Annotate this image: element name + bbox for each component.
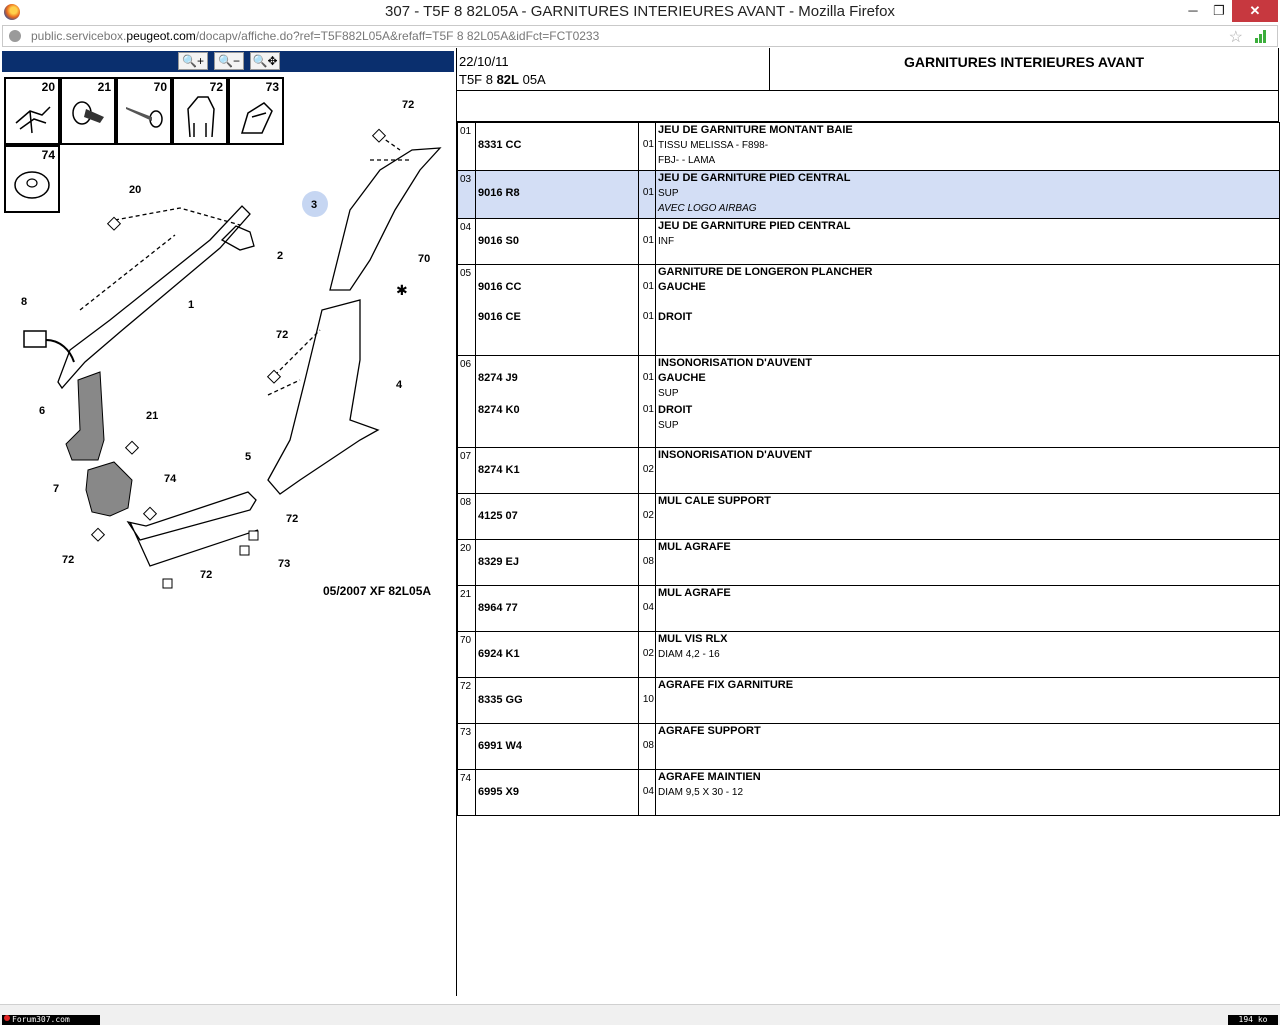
part-number-cell: [476, 678, 639, 724]
part-quantity: 10: [642, 694, 654, 705]
part-name: JEU DE GARNITURE PIED CENTRAL: [658, 172, 851, 184]
part-number-cell: [476, 586, 639, 632]
part-number: 8329 EJ: [478, 556, 519, 568]
close-button[interactable]: ✕: [1232, 0, 1278, 22]
zoom-in-button[interactable]: 🔍+: [178, 52, 208, 70]
callout-label: 6: [39, 405, 46, 417]
row-ref: 08: [458, 494, 476, 540]
part-7-shape[interactable]: [86, 462, 132, 516]
variant-label: DROIT: [658, 311, 693, 323]
row-ref: 73: [458, 724, 476, 770]
part-number: 6991 W4: [478, 740, 523, 752]
clip-thumbnail[interactable]: 73: [228, 77, 284, 145]
part-number: 9016 CC: [478, 281, 522, 293]
description-cell: [656, 494, 1280, 540]
clip-thumbnail[interactable]: 74: [4, 145, 60, 213]
clip-thumbnail[interactable]: 21: [60, 77, 116, 145]
zoom-out-button[interactable]: 🔍−: [214, 52, 244, 70]
part-name: INSONORISATION D'AUVENT: [658, 357, 812, 369]
quantity-cell: [639, 265, 656, 356]
part-detail: AVEC LOGO AIRBAG: [658, 203, 757, 214]
part-number: 8274 K1: [478, 464, 520, 476]
part-quantity: 01: [642, 372, 654, 383]
callout-label: 72: [62, 554, 75, 566]
part-number-cell: [476, 632, 639, 678]
row-ref: 20: [458, 540, 476, 586]
variant-label: GAUCHE: [658, 372, 706, 384]
part-name: INSONORISATION D'AUVENT: [658, 449, 812, 461]
row-ref: 70: [458, 632, 476, 678]
quantity-cell: [639, 494, 656, 540]
part-number: 8331 CC: [478, 139, 522, 151]
description-cell: [656, 448, 1280, 494]
variant-detail: SUP: [658, 388, 679, 399]
group-title: GARNITURES INTERIEURES AVANT: [903, 54, 1145, 70]
globe-icon: [9, 30, 21, 42]
part-quantity: 02: [642, 510, 654, 521]
table-row[interactable]: [458, 540, 1280, 586]
part-name: AGRAFE FIX GARNITURE: [658, 679, 794, 691]
catalog-code: T5F 8 82L 05A: [459, 72, 546, 87]
part-quantity: 02: [642, 464, 654, 475]
bookmark-star-icon[interactable]: ☆: [1228, 29, 1243, 46]
callout-label: 5: [245, 451, 252, 463]
description-cell: [656, 123, 1280, 171]
url-text[interactable]: public.servicebox.peugeot.com/docapv/affiche.do?ref=T5F882L05A&refaff=T5F 8 82L05A&idFct=FCT0233: [31, 29, 600, 43]
part-name: JEU DE GARNITURE PIED CENTRAL: [658, 220, 851, 232]
row-ref: 74: [458, 770, 476, 816]
description-cell: [656, 586, 1280, 632]
part-name: MUL VIS RLX: [658, 633, 728, 645]
row-ref: 05: [458, 265, 476, 356]
row-ref: 03: [458, 171, 476, 219]
quantity-cell: [639, 448, 656, 494]
row-ref: 72: [458, 678, 476, 724]
callout-label[interactable]: 3: [311, 199, 318, 211]
description-cell: [656, 171, 1280, 219]
part-1-shape[interactable]: [58, 206, 250, 388]
pan-button[interactable]: 🔍✥: [250, 52, 280, 70]
part-5-shape[interactable]: [128, 492, 258, 566]
callout-label: 8: [21, 296, 28, 308]
header-info-box: [457, 48, 770, 91]
part-number: 9016 R8: [478, 187, 520, 199]
part-detail: TISSU MELISSA - F898-: [658, 140, 769, 151]
variant-label: GAUCHE: [658, 281, 706, 293]
description-cell: [656, 678, 1280, 724]
part-number: 9016 CE: [478, 311, 521, 323]
callout-label: 21: [146, 410, 159, 422]
minimize-button[interactable]: ─: [1188, 3, 1198, 18]
quantity-cell: [639, 632, 656, 678]
part-number: 6995 X9: [478, 786, 519, 798]
callout-label: 70: [418, 253, 431, 265]
part-number-cell: [476, 724, 639, 770]
part-8-shape[interactable]: [24, 331, 46, 347]
catalog-date: 22/10/11: [459, 54, 509, 69]
exploded-diagram: [0, 80, 455, 600]
quantity-cell: [639, 724, 656, 770]
description-cell: [656, 632, 1280, 678]
part-detail: DIAM 9,5 X 30 - 12: [658, 787, 744, 798]
parts-header: [457, 48, 1279, 123]
forum-watermark: Forum307.com: [2, 1015, 100, 1025]
maximize-button[interactable]: ❐: [1213, 3, 1225, 18]
callout-label: 72: [286, 513, 299, 525]
part-detail: INF: [658, 236, 675, 247]
part-name: JEU DE GARNITURE MONTANT BAIE: [658, 124, 853, 136]
quantity-cell: [639, 540, 656, 586]
row-ref: 07: [458, 448, 476, 494]
description-cell: [656, 724, 1280, 770]
part-number: 8335 GG: [478, 694, 523, 706]
window-title: 307 - T5F 8 82L05A - GARNITURES INTERIEURES AVANT - Mozilla Firefox: [385, 3, 895, 20]
part-quantity: 01: [642, 281, 654, 292]
table-row[interactable]: [458, 494, 1280, 540]
callout-label: 73: [278, 558, 291, 570]
clip-thumbnail[interactable]: 70: [116, 77, 172, 145]
quantity-cell: [639, 770, 656, 816]
part-quantity: 04: [642, 786, 654, 797]
quantity-cell: [639, 123, 656, 171]
part-detail: DIAM 4,2 - 16: [658, 649, 720, 660]
variant-label: DROIT: [658, 404, 693, 416]
quantity-cell: [639, 678, 656, 724]
part-quantity: 01: [642, 404, 654, 415]
quantity-cell: [639, 219, 656, 265]
status-bar: [0, 1004, 1280, 1025]
row-ref: 01: [458, 123, 476, 171]
part-number-cell: [476, 219, 639, 265]
quantity-cell: [639, 171, 656, 219]
callout-label: 72: [402, 99, 415, 111]
diagram-toolbar: [2, 51, 454, 72]
clip-thumbnail[interactable]: 20: [4, 77, 60, 145]
row-ref: 04: [458, 219, 476, 265]
callout-label: 2: [277, 250, 284, 262]
quantity-cell: [639, 586, 656, 632]
table-row[interactable]: [458, 265, 1280, 356]
callout-label: 72: [276, 329, 289, 341]
part-quantity: 04: [642, 602, 654, 613]
table-row[interactable]: [458, 678, 1280, 724]
callout-label: 1: [188, 299, 195, 311]
part-number-cell: [476, 770, 639, 816]
part-number-cell: [476, 494, 639, 540]
part-number-cell: [476, 356, 639, 448]
table-row[interactable]: [458, 724, 1280, 770]
row-ref: 06: [458, 356, 476, 448]
header-group-box: [770, 48, 1279, 91]
part-2-shape[interactable]: [222, 226, 254, 250]
part-6-shape[interactable]: [66, 372, 104, 460]
callout-label: 74: [164, 473, 177, 485]
table-row[interactable]: [458, 770, 1280, 816]
variant-detail: SUP: [658, 420, 679, 431]
description-cell: [656, 356, 1280, 448]
part-number-cell: [476, 171, 639, 219]
part-name: MUL AGRAFE: [658, 587, 731, 599]
table-row[interactable]: [458, 586, 1280, 632]
part-name: AGRAFE MAINTIEN: [658, 771, 761, 783]
window-titlebar: [0, 0, 1280, 24]
part-detail: SUP: [658, 188, 679, 199]
page-size-badge: 194 ko: [1228, 1015, 1278, 1025]
table-row[interactable]: [458, 448, 1280, 494]
part-3-shape[interactable]: [330, 148, 440, 290]
description-cell: [656, 540, 1280, 586]
screw-marker-icon: ✱: [396, 283, 408, 299]
part-quantity: 01: [642, 139, 654, 150]
part-number: 8274 J9: [478, 372, 518, 384]
description-cell: [656, 265, 1280, 356]
part-quantity: 02: [642, 648, 654, 659]
callout-label: 20: [129, 184, 142, 196]
quantity-cell: [639, 356, 656, 448]
signal-icon: [1255, 29, 1269, 43]
part-detail: FBJ- - LAMA: [658, 155, 716, 166]
table-row[interactable]: [458, 356, 1280, 448]
header-spacer: [457, 91, 1279, 122]
clip-thumbnail[interactable]: 72: [172, 77, 228, 145]
part-number-cell: [476, 540, 639, 586]
description-cell: [656, 219, 1280, 265]
part-quantity: 01: [642, 235, 654, 246]
part-number-cell: [476, 448, 639, 494]
part-number-cell: [476, 123, 639, 171]
part-quantity: 01: [642, 187, 654, 198]
part-quantity: 08: [642, 556, 654, 567]
parts-table: [457, 122, 1280, 816]
table-row[interactable]: [458, 123, 1280, 171]
part-number-cell: [476, 265, 639, 356]
row-ref: 21: [458, 586, 476, 632]
callout-label: 4: [396, 379, 403, 391]
part-number: 6924 K1: [478, 648, 520, 660]
part-name: GARNITURE DE LONGERON PLANCHER: [658, 266, 873, 278]
table-row[interactable]: [458, 632, 1280, 678]
part-number: 9016 S0: [478, 235, 519, 247]
description-cell: [656, 770, 1280, 816]
part-quantity: 08: [642, 740, 654, 751]
callout-label: 7: [53, 483, 60, 495]
part-quantity: 01: [642, 311, 654, 322]
part-name: MUL CALE SUPPORT: [658, 495, 771, 507]
url-bar[interactable]: [2, 25, 1278, 47]
part-number: 4125 07: [478, 510, 518, 522]
part-name: MUL AGRAFE: [658, 541, 731, 553]
part-number: 8964 77: [478, 602, 518, 614]
part-number: 8274 K0: [478, 404, 520, 416]
table-row[interactable]: [458, 219, 1280, 265]
part-name: AGRAFE SUPPORT: [658, 725, 761, 737]
table-row[interactable]: [458, 171, 1280, 219]
diagram-reference: 05/2007 XF 82L05A: [323, 584, 432, 598]
callout-label: 72: [200, 569, 213, 581]
